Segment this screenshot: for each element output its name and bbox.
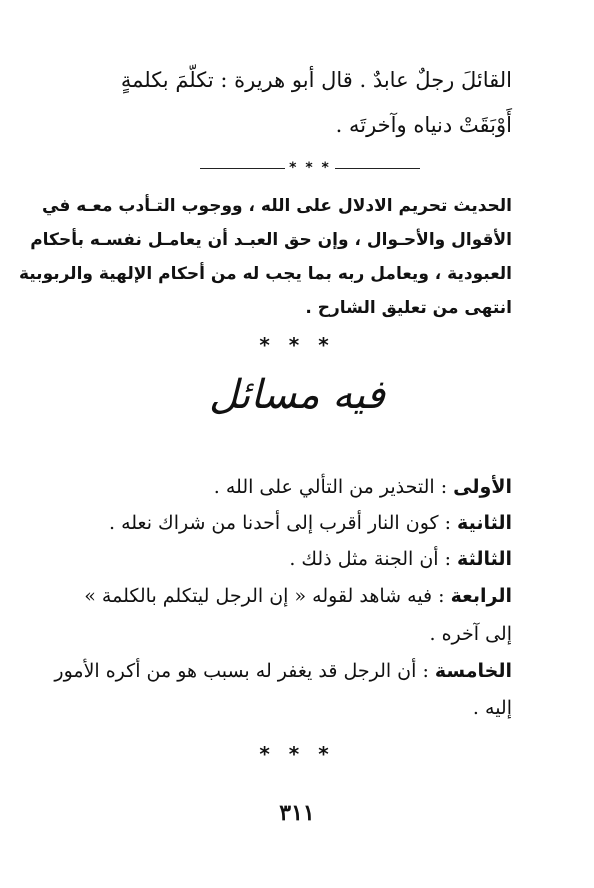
issue-label: الثانية <box>457 512 512 534</box>
issue-label: الخامسة <box>434 660 512 682</box>
issue-item-4-continued <box>430 623 513 645</box>
separator-rule-right <box>335 168 420 169</box>
issue-label: الثالثة <box>457 548 512 570</box>
stars-divider-2: * * * <box>259 742 335 766</box>
separator-rule-left <box>200 168 285 169</box>
commentary-line-4: انتهى من تعليق الشارح . <box>305 298 512 318</box>
issue-item-3 <box>289 548 512 570</box>
stars-divider-1: * * * <box>259 333 335 357</box>
top-paragraph-line-2: أَوْبَقَتْ دنياه وآخرتَه . <box>335 113 512 137</box>
issue-text: إلى آخره . <box>429 623 512 645</box>
issue-item-5-continued <box>473 697 512 719</box>
issue-text: : كون النار أقرب إلى أحدنا من شراك نعله . <box>109 512 458 534</box>
issue-item-2 <box>109 512 512 534</box>
issue-text: : أن الرجل قد يغفر له بسبب هو من أكره الأمور <box>54 660 435 682</box>
issue-label: الرابعة <box>450 585 512 607</box>
issue-item-5 <box>54 660 512 682</box>
section-heading: فيه مسائل <box>208 372 386 418</box>
separator-stars: * * * <box>289 160 331 176</box>
issue-text: : فيه شاهد لقوله « إن الرجل ليتكلم بالكلمة » <box>84 585 451 607</box>
commentary-line-1: الحديث تحريم الادلال على الله ، ووجوب التـأدب معـه في <box>42 196 512 216</box>
commentary-line-2: الأقوال والأحـوال ، وإن حق العبـد أن يعامـل نفسـه بأحكام <box>30 230 512 250</box>
page-number: ٣١١ <box>279 800 315 826</box>
issue-label: الأولى <box>453 476 512 498</box>
issue-text: : التحذير من التألي على الله . <box>213 476 454 498</box>
issue-text: : أن الجنة مثل ذلك . <box>289 548 458 570</box>
issue-item-1 <box>214 476 512 498</box>
section-separator <box>200 162 420 174</box>
issue-item-4 <box>84 585 512 607</box>
issue-text: إليه . <box>472 697 512 719</box>
commentary-line-3: العبودية ، ويعامل ربه بما يجب له من أحكام الإلهية والربوبية <box>18 264 512 284</box>
top-paragraph-line-1: القائلَ رجلٌ عابدٌ . قال أبو هريرة : تكلّمَ بكلمةٍ <box>120 68 512 92</box>
